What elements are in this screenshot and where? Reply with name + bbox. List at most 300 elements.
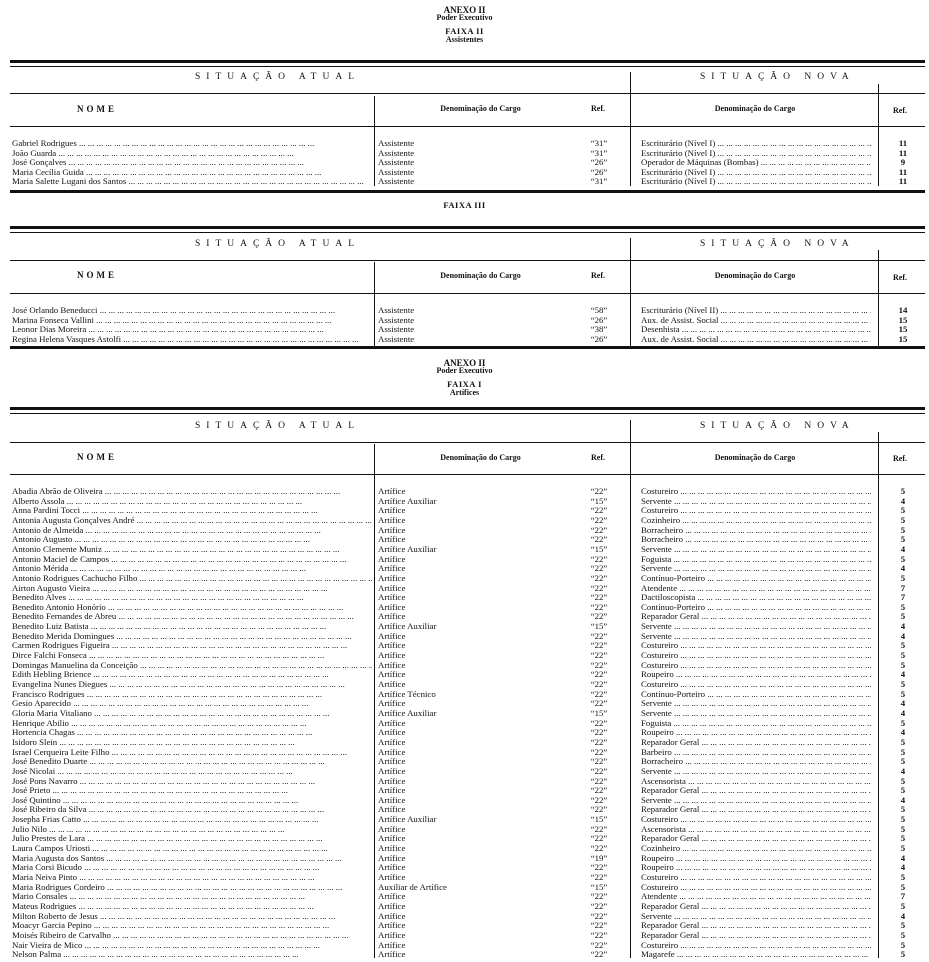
employee-name: Maria Neiva Pinto ... .: [12, 873, 372, 882]
table-row: [0, 149, 929, 158]
employee-name: José Ribeiro da Silva ... .: [12, 805, 372, 814]
new-position: Roupeiro ... .: [641, 854, 871, 863]
new-ref: 5: [900, 786, 906, 796]
employee-name: Domingas Manuelina da Conceição ... .: [12, 661, 372, 670]
new-ref: 15: [898, 325, 908, 334]
table-row: [0, 325, 929, 334]
new-ref: 4: [900, 766, 906, 776]
current-position: Assistente: [378, 325, 415, 334]
current-ref: “22”: [590, 873, 608, 882]
current-ref: “31”: [590, 177, 608, 186]
document-heading-1: [0, 6, 929, 44]
table-row: [0, 912, 929, 921]
new-position: Costureiro ... .: [641, 641, 871, 650]
current-ref: “22”: [590, 834, 608, 844]
new-ref: 5: [900, 930, 906, 940]
col-denominacao-nova: Denominação do Cargo: [714, 104, 796, 113]
table-row: [0, 506, 929, 515]
new-ref: 4: [900, 670, 906, 680]
new-ref: 15: [898, 315, 908, 325]
col-ref: Ref.: [591, 453, 605, 462]
employee-name: Antonio Maciel de Campos ... .: [12, 555, 372, 564]
current-ref: “22”: [590, 593, 608, 603]
rule: [10, 190, 925, 193]
situacao-atual-header: SITUAÇÃO ATUAL: [195, 72, 361, 82]
current-position: Artífice: [378, 853, 406, 863]
current-position: Artífice: [378, 901, 406, 911]
current-ref: “22”: [590, 506, 608, 516]
current-ref: “15”: [590, 882, 608, 892]
table-row: [0, 168, 929, 177]
current-position: Artífice Auxiliar: [378, 815, 437, 825]
col-nome: NOME: [77, 104, 117, 114]
employee-name: Mateus Rodrigues ... .: [12, 902, 372, 911]
table-row: [0, 661, 929, 670]
current-position: Artífice: [378, 805, 406, 815]
new-ref: 5: [900, 487, 906, 496]
table-row: [0, 593, 929, 602]
current-position: Artífice: [378, 525, 406, 535]
new-position: Escriturário (Nível I) ... .: [641, 139, 871, 148]
new-ref: 5: [900, 660, 906, 670]
current-position: Artífice: [378, 506, 406, 516]
employee-name: Benedito Merida Domingues ... .: [12, 632, 372, 641]
new-position: Servente ... .: [641, 709, 871, 718]
current-position: Artífice: [378, 718, 406, 728]
new-position: Cozinheiro ... .: [641, 516, 871, 525]
table-row: [0, 699, 929, 708]
faixa-title: FAIXA III: [443, 200, 486, 210]
employee-name: José Gonçalves ... .: [12, 158, 372, 167]
current-ref: “15”: [590, 496, 608, 506]
current-ref: “22”: [590, 757, 608, 767]
new-position: Costureiro ... .: [641, 941, 871, 950]
new-position: Reparador Geral ... .: [641, 738, 871, 747]
employee-name: Hortencia Chagas ... .: [12, 728, 372, 737]
current-position: Artífice: [378, 737, 406, 747]
new-position: Contínuo-Porteiro ... .: [641, 574, 871, 583]
employee-name: Antonia Augusta Gonçalves André ... .: [12, 516, 372, 525]
new-position: Cozinheiro ... .: [641, 844, 871, 853]
new-ref: 11: [898, 167, 908, 177]
rule: [10, 226, 925, 229]
new-ref: 5: [900, 506, 906, 516]
table-row: [0, 728, 929, 737]
current-ref: “22”: [590, 737, 608, 747]
employee-name: Moacyr Garcia Pepino ... .: [12, 921, 372, 930]
new-position: Atendente ... .: [641, 892, 871, 901]
employee-name: Henrique Abilio ... .: [12, 719, 372, 728]
new-position: Servente ... .: [641, 699, 871, 708]
current-position: Artífice: [378, 795, 406, 805]
current-position: Artífice: [378, 554, 406, 564]
new-position: Costureiro ... .: [641, 661, 871, 670]
new-ref: 7: [900, 593, 906, 603]
employee-name: Julio Nilo ... .: [12, 825, 372, 834]
employee-name: Edith Hebling Brience ... .: [12, 670, 372, 679]
table-row: [0, 825, 929, 834]
new-position: Reparador Geral ... .: [641, 902, 871, 911]
employee-name: Antonio Clemente Muniz ... .: [12, 545, 372, 554]
current-ref: “22”: [590, 564, 608, 574]
employee-name: Regina Helena Vasques Astolfi ... .: [12, 335, 372, 344]
new-ref: 5: [900, 602, 906, 612]
new-position: Magarefe ... .: [641, 950, 871, 959]
new-position: Costureiro ... .: [641, 883, 871, 892]
current-position: Artífice: [378, 766, 406, 776]
table-row: [0, 854, 929, 863]
new-ref: 5: [900, 680, 906, 689]
new-position: Contínuo-Porteiro ... .: [641, 690, 871, 699]
new-position: Servente ... .: [641, 796, 871, 805]
table-row: [0, 612, 929, 621]
new-ref: 5: [900, 834, 906, 844]
employee-name: Nelson Palma ... .: [12, 950, 372, 959]
current-position: Assistente: [378, 167, 415, 177]
rule: [10, 474, 925, 475]
table-row: [0, 487, 929, 496]
new-ref: 4: [900, 699, 906, 709]
rule: [10, 232, 925, 233]
current-position: Assistente: [378, 334, 415, 344]
col-ref: Ref.: [591, 271, 605, 280]
employee-name: Moisés Ribeiro de Carvalho ... .: [12, 931, 372, 940]
employee-name: Leonor Dias Moreira ... .: [12, 325, 372, 334]
new-ref: 7: [900, 892, 906, 902]
table-row: [0, 316, 929, 325]
current-ref: “22”: [590, 911, 608, 921]
current-ref: “38”: [590, 325, 608, 334]
new-ref: 5: [900, 921, 906, 931]
current-position: Artífice: [378, 535, 406, 545]
new-ref: 4: [900, 544, 906, 554]
new-ref: 5: [900, 882, 906, 892]
current-position: Artífice: [378, 515, 406, 525]
new-position: Foguista ... .: [641, 719, 871, 728]
current-ref: “22”: [590, 766, 608, 776]
current-ref: “22”: [590, 786, 608, 796]
table-row: [0, 574, 929, 583]
current-ref: “26”: [590, 158, 608, 167]
new-ref: 4: [900, 564, 906, 574]
new-ref: 5: [900, 747, 906, 757]
employee-name: José Quintino ... .: [12, 796, 372, 805]
anexo-title: ANEXO II: [443, 5, 486, 15]
current-ref: “22”: [590, 747, 608, 757]
current-position: Assistente: [378, 148, 415, 158]
current-ref: “22”: [590, 805, 608, 815]
new-position: Servente ... .: [641, 912, 871, 921]
current-ref: “22”: [590, 950, 608, 960]
new-position: Aux. de Assist. Social ... .: [641, 335, 871, 344]
table-row: [0, 941, 929, 950]
current-ref: “22”: [590, 776, 608, 786]
table-row: [0, 709, 929, 718]
employee-name: Mario Consales ... .: [12, 892, 372, 901]
new-position: Servente ... .: [641, 622, 871, 631]
new-position: Dactiloscopista ... .: [641, 593, 871, 602]
grupo-title: Artífices: [449, 388, 480, 397]
table-row: [0, 950, 929, 959]
current-position: Artífice: [378, 911, 406, 921]
table-row: [0, 892, 929, 901]
new-ref: 4: [900, 795, 906, 805]
current-position: Assistente: [378, 306, 415, 315]
new-ref: 5: [900, 844, 906, 854]
new-position: Servente ... .: [641, 632, 871, 641]
employee-name: Anna Pardini Tocci ... .: [12, 506, 372, 515]
new-position: Reparador Geral ... .: [641, 931, 871, 940]
col-ref-nova: Ref.: [893, 106, 907, 115]
col-nome: NOME: [77, 270, 117, 280]
table-row: [0, 545, 929, 554]
current-position: Artífice: [378, 631, 406, 641]
new-position: Operador de Máquinas (Bombas) ... .: [641, 158, 871, 167]
current-ref: “19”: [590, 853, 608, 863]
current-ref: “22”: [590, 728, 608, 738]
current-position: Artífice Auxiliar: [378, 544, 437, 554]
current-ref: “22”: [590, 660, 608, 670]
new-ref: 5: [900, 940, 906, 950]
new-position: Servente ... .: [641, 564, 871, 573]
new-ref: 15: [898, 334, 908, 344]
current-ref: “22”: [590, 940, 608, 950]
rule: [10, 346, 925, 349]
table-row: [0, 516, 929, 525]
col-denominacao: Denominação do Cargo: [440, 271, 521, 280]
new-position: Servente ... .: [641, 497, 871, 506]
table-row: [0, 921, 929, 930]
new-ref: 5: [900, 815, 906, 825]
col-denominacao-nova: Denominação do Cargo: [714, 453, 796, 462]
current-position: Artífice: [378, 757, 406, 767]
employee-name: Milton Roberto de Jesus ... .: [12, 912, 372, 921]
col-ref: Ref.: [591, 104, 605, 113]
employee-name: Laura Campos Uriosti ... .: [12, 844, 372, 853]
table-row: [0, 632, 929, 641]
new-ref: 5: [900, 651, 906, 661]
current-ref: “22”: [590, 844, 608, 854]
table-row: [0, 873, 929, 882]
new-ref: 5: [900, 525, 906, 535]
current-ref: “22”: [590, 573, 608, 583]
current-ref: “22”: [590, 863, 608, 873]
situacao-nova-header: SITUAÇÃO NOVA: [700, 72, 855, 82]
new-position: Roupeiro ... .: [641, 863, 871, 872]
rule: [10, 442, 925, 443]
new-ref: 4: [900, 853, 906, 863]
rule: [10, 66, 925, 67]
table-row: [0, 690, 929, 699]
employee-name: Gloria Maria Vitaliano ... .: [12, 709, 372, 718]
new-position: Reparador Geral ... .: [641, 612, 871, 621]
new-ref: 4: [900, 496, 906, 506]
new-position: Reparador Geral ... .: [641, 786, 871, 795]
employee-name: Gabriel Rodrigues ... .: [12, 139, 372, 148]
employee-name: Gesio Aparecido ... .: [12, 699, 372, 708]
table-row: [0, 815, 929, 824]
current-ref: “31”: [590, 148, 608, 158]
new-position: Costureiro ... .: [641, 651, 871, 660]
employee-name: José Orlando Beneducci ... .: [12, 306, 372, 315]
current-position: Artífice: [378, 844, 406, 854]
new-ref: 5: [900, 573, 906, 583]
current-ref: “22”: [590, 651, 608, 661]
table-row: [0, 902, 929, 911]
new-position: Escriturário (Nível I) ... .: [641, 168, 871, 177]
new-ref: 5: [900, 737, 906, 747]
current-position: Artífice: [378, 747, 406, 757]
new-position: Servente ... .: [641, 767, 871, 776]
table-row: [0, 526, 929, 535]
current-position: Assistente: [378, 315, 415, 325]
employee-name: Dirce Falchi Fonseca ... .: [12, 651, 372, 660]
table-row: [0, 335, 929, 344]
current-position: Artífice: [378, 834, 406, 844]
current-ref: “22”: [590, 892, 608, 902]
current-ref: “31”: [590, 139, 608, 148]
current-position: Artífice: [378, 680, 406, 689]
current-position: Assistente: [378, 158, 415, 167]
current-ref: “22”: [590, 535, 608, 545]
table-row: [0, 834, 929, 843]
current-ref: “22”: [590, 554, 608, 564]
new-position: Reparador Geral ... .: [641, 834, 871, 843]
faixa-iii-heading: [0, 200, 929, 210]
current-position: Artífice: [378, 892, 406, 902]
new-ref: 5: [900, 535, 906, 545]
new-position: Borracheiro ... .: [641, 757, 871, 766]
new-position: Atendente ... .: [641, 584, 871, 593]
table-row: [0, 863, 929, 872]
table-row: [0, 651, 929, 660]
employee-name: João Guarda ... .: [12, 149, 372, 158]
new-position: Foguista ... .: [641, 555, 871, 564]
new-ref: 11: [898, 177, 908, 186]
new-position: Borracheiro ... .: [641, 526, 871, 535]
new-position: Roupeiro ... .: [641, 728, 871, 737]
new-position: Escriturário (Nível II) ... .: [641, 306, 871, 315]
table-row: [0, 158, 929, 167]
col-ref-nova: Ref.: [893, 273, 907, 282]
table-row: [0, 555, 929, 564]
current-position: Artífice: [378, 824, 406, 834]
new-position: Desenhista ... .: [641, 325, 871, 334]
employee-name: Antonio Rodrigues Cachucho Filho ... .: [12, 574, 372, 583]
employee-name: José Benedito Duarte ... .: [12, 757, 372, 766]
employee-name: José Pons Navarro ... .: [12, 777, 372, 786]
employee-name: Alberto Assola ... .: [12, 497, 372, 506]
current-ref: “22”: [590, 631, 608, 641]
current-ref: “22”: [590, 680, 608, 689]
employee-name: Abadia Abrão de Oliveira ... .: [12, 487, 372, 496]
col-denominacao: Denominação do Cargo: [440, 453, 521, 462]
new-ref: 5: [900, 718, 906, 728]
current-ref: “22”: [590, 901, 608, 911]
new-ref: 7: [900, 583, 906, 593]
employee-name: José Prieto ... .: [12, 786, 372, 795]
current-ref: “15”: [590, 708, 608, 718]
table-row: [0, 931, 929, 940]
current-ref: “58”: [590, 306, 608, 315]
new-position: Ascensorista ... .: [641, 825, 871, 834]
situacao-nova-header: SITUAÇÃO NOVA: [700, 239, 855, 249]
current-position: Artífice: [378, 573, 406, 583]
new-ref: 5: [900, 873, 906, 882]
rule: [10, 60, 925, 63]
current-position: Artífice Técnico: [378, 689, 436, 699]
new-ref: 5: [900, 757, 906, 767]
current-position: Artífice: [378, 583, 406, 593]
employee-name: Benedito Fernandes de Abreu ... .: [12, 612, 372, 621]
table-row: [0, 796, 929, 805]
rule: [10, 407, 925, 410]
new-position: Roupeiro ... .: [641, 670, 871, 679]
employee-name: Maria Rodrigues Cordeiro ... .: [12, 883, 372, 892]
new-position: Aux. de Assist. Social ... .: [641, 316, 871, 325]
employee-name: Maria Corsi Bicudo ... .: [12, 863, 372, 872]
employee-name: José Nicolai ... .: [12, 767, 372, 776]
current-ref: “26”: [590, 334, 608, 344]
current-position: Assistente: [378, 139, 415, 148]
current-position: Artífice: [378, 660, 406, 670]
new-ref: 4: [900, 911, 906, 921]
rule: [10, 93, 925, 94]
current-position: Artífice: [378, 487, 406, 496]
current-ref: “26”: [590, 315, 608, 325]
table-row: [0, 670, 929, 679]
employee-name: Marina Fonseca Vallini ... .: [12, 316, 372, 325]
new-ref: 4: [900, 863, 906, 873]
table-row: [0, 139, 929, 148]
current-ref: “15”: [590, 815, 608, 825]
table-row: [0, 564, 929, 573]
current-ref: “22”: [590, 930, 608, 940]
table-row: [0, 622, 929, 631]
current-ref: “22”: [590, 921, 608, 931]
new-ref: 5: [900, 950, 906, 960]
table-row: [0, 767, 929, 776]
new-position: Reparador Geral ... .: [641, 921, 871, 930]
current-position: Artífice Auxiliar: [378, 496, 437, 506]
current-position: Artífice: [378, 728, 406, 738]
new-position: Escriturário (Nível I) ... .: [641, 149, 871, 158]
current-position: Artífice Auxiliar: [378, 622, 437, 632]
new-ref: 5: [900, 612, 906, 622]
current-position: Artífice: [378, 670, 406, 680]
current-position: Artífice: [378, 863, 406, 873]
new-position: Contínuo-Porteiro ... .: [641, 603, 871, 612]
table-row: [0, 738, 929, 747]
new-position: Ascensorista ... .: [641, 777, 871, 786]
new-ref: 14: [898, 306, 908, 315]
faixa-title: FAIXA I: [447, 379, 482, 389]
employee-name: Antonio de Almeida ... .: [12, 526, 372, 535]
rule: [10, 413, 925, 414]
new-ref: 4: [900, 622, 906, 632]
new-position: Costureiro ... .: [641, 506, 871, 515]
employee-name: Carmen Rodrigues Figueira ... .: [12, 641, 372, 650]
new-ref: 11: [898, 139, 908, 148]
current-position: Artífice: [378, 873, 406, 882]
employee-name: Maria Augusta dos Santos ... .: [12, 854, 372, 863]
current-position: Artífice: [378, 940, 406, 950]
current-position: Artífice: [378, 564, 406, 574]
new-ref: 5: [900, 515, 906, 525]
current-position: Assistente: [378, 177, 415, 186]
current-position: Auxiliar de Artífice: [378, 882, 447, 892]
new-position: Costureiro ... .: [641, 873, 871, 882]
